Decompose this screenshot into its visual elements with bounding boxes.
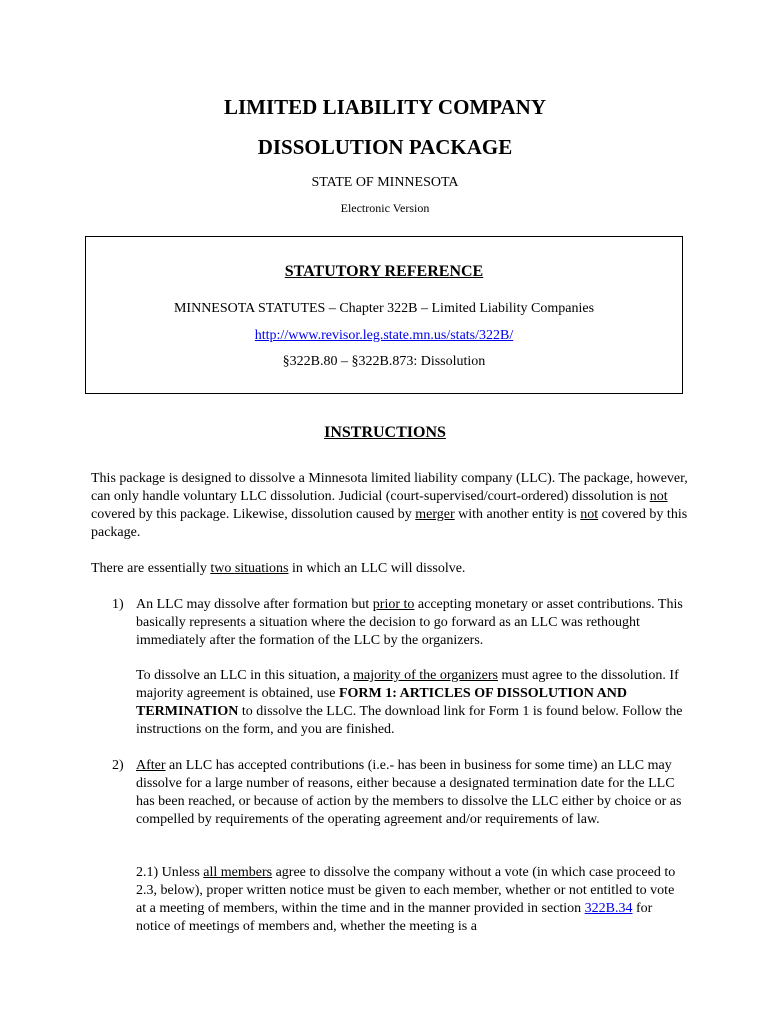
document-title-line2: DISSOLUTION PACKAGE	[257, 135, 513, 159]
state-label: STATE OF MINNESOTA	[311, 175, 459, 190]
item2-1-paragraph: 2.1) Unless all members agree to dissolve the company without a vote (in which case proceed to 2.3, below), proper written notice must be given to each member, whether or not entitled to vote at a meeting of members, within the time and in the manner provided in section 322B.34 for notice of meetings of members and, whether the meeting is a	[136, 865, 676, 934]
item2-number: 2)	[112, 758, 124, 773]
statutes-line: MINNESOTA STATUTES – Chapter 322B – Limited Liability Companies	[173, 301, 595, 316]
statutory-reference-heading: STATUTORY REFERENCE	[284, 263, 484, 280]
statutory-reference-box	[85, 236, 683, 394]
document-title-line1: LIMITED LIABILITY COMPANY	[223, 95, 547, 119]
item1-detail-paragraph: To dissolve an LLC in this situation, a majority of the organizers must agree to the dissolution. If majority agreement is obtained, use FORM 1: ARTICLES OF DISSOLUTION AND TERMINATION to dissolve the LLC. The download link for Form 1 is found below. Follow the instructions on the form, and you are finished.	[136, 668, 683, 737]
sections-line: §322B.80 – §322B.873: Dissolution	[282, 354, 486, 369]
statutes-url-link[interactable]: http://www.revisor.leg.state.mn.us/stats/322B/	[254, 328, 514, 343]
item1-paragraph: An LLC may dissolve after formation but prior to accepting monetary or asset contributions. This basically represents a situation where the decision to go forward as an LLC was rethought immediately after the formation of the LLC by the organizers.	[136, 597, 683, 648]
item2-paragraph: After an LLC has accepted contributions (i.e.- has been in business for some time) an LLC may dissolve for a large number of reasons, either because a designated termination date for the LLC has been reached, or because of action by the members to dissolve the LLC either by choice or as compelled by requirements of the operating agreement and/or requirements of law.	[136, 758, 682, 827]
item1-number: 1)	[112, 597, 124, 612]
situations-paragraph: There are essentially two situations in which an LLC will dissolve.	[91, 561, 466, 576]
instructions-heading: INSTRUCTIONS	[324, 424, 446, 441]
version-label: Electronic Version	[340, 201, 430, 215]
section-322b34-link[interactable]: 322B.34	[584, 901, 633, 916]
intro-paragraph: This package is designed to dissolve a Minnesota limited liability company (LLC). The package, however, can only handle voluntary LLC dissolution. Judicial (court-supervised/court-ordered) dissolution is not covered by this package. Likewise, dissolution caused by merger with another entity is not covered by this package.	[91, 471, 688, 540]
statutes-url-line	[86, 328, 682, 344]
